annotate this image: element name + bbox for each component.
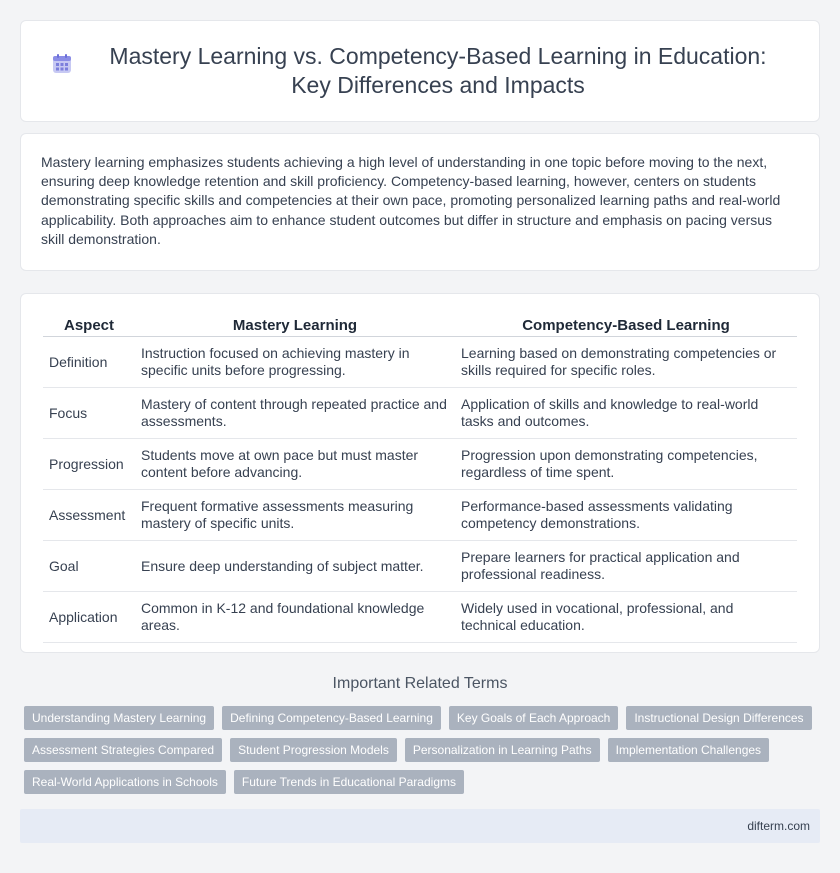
related-tags	[24, 706, 824, 794]
intro-paragraph: Mastery learning emphasizes students achieving a high level of understanding in one topic before moving to the next, ensuring deep knowledge retention and skill proficiency. Competency-based learning, however, centers on students demonstrating specific skills and competencies at their own pace, promoting personalized learning paths and real-world applicability. Both approaches aim to enhance student outcomes but differ in structure and emphasis on pacing versus skill demonstration.	[41, 154, 781, 247]
table-row	[43, 337, 797, 388]
tag-real-world-applications[interactable]: Real-World Applications in Schools	[24, 770, 226, 794]
table-header-row	[43, 310, 797, 337]
row-aspect: Focus	[43, 388, 135, 439]
row-competency: Prepare learners for practical application and professional readiness.	[455, 541, 797, 592]
table-row	[43, 541, 797, 592]
calendar-icon	[51, 53, 73, 75]
table-row	[43, 388, 797, 439]
row-mastery: Mastery of content through repeated practice and assessments.	[135, 388, 455, 439]
row-competency: Learning based on demonstrating competencies or skills required for specific roles.	[455, 337, 797, 388]
tag-student-progression[interactable]: Student Progression Models	[230, 738, 397, 762]
row-aspect: Application	[43, 592, 135, 643]
tag-implementation-challenges[interactable]: Implementation Challenges	[608, 738, 769, 762]
comparison-table-card	[20, 293, 820, 653]
row-aspect: Definition	[43, 337, 135, 388]
table-row	[43, 490, 797, 541]
row-competency: Progression upon demonstrating competencies, regardless of time spent.	[455, 439, 797, 490]
row-competency: Widely used in vocational, professional, and technical education.	[455, 592, 797, 643]
row-mastery: Students move at own pace but must master content before advancing.	[135, 439, 455, 490]
row-mastery: Common in K-12 and foundational knowledge areas.	[135, 592, 455, 643]
intro-card	[20, 133, 820, 271]
comparison-table	[43, 310, 797, 643]
related-terms-title: Important Related Terms	[332, 675, 508, 692]
table-row	[43, 439, 797, 490]
row-mastery: Ensure deep understanding of subject matter.	[135, 541, 455, 592]
tag-assessment-strategies[interactable]: Assessment Strategies Compared	[24, 738, 222, 762]
tag-instructional-design[interactable]: Instructional Design Differences	[626, 706, 811, 730]
page-title: Mastery Learning vs. Competency-Based Learning in Education: Key Differences and Impacts	[109, 43, 767, 98]
header-competency: Competency-Based Learning	[455, 310, 797, 337]
tag-personalization[interactable]: Personalization in Learning Paths	[405, 738, 600, 762]
header-card	[20, 20, 820, 122]
footer-site-link[interactable]: difterm.com	[747, 819, 810, 833]
table-row	[43, 592, 797, 643]
header-aspect: Aspect	[43, 310, 135, 337]
row-aspect: Progression	[43, 439, 135, 490]
tag-future-trends[interactable]: Future Trends in Educational Paradigms	[234, 770, 464, 794]
row-mastery: Instruction focused on achieving mastery in specific units before progressing.	[135, 337, 455, 388]
row-competency: Application of skills and knowledge to real-world tasks and outcomes.	[455, 388, 797, 439]
tag-understanding-mastery[interactable]: Understanding Mastery Learning	[24, 706, 214, 730]
row-aspect: Goal	[43, 541, 135, 592]
tag-defining-competency[interactable]: Defining Competency-Based Learning	[222, 706, 441, 730]
header-mastery: Mastery Learning	[135, 310, 455, 337]
tag-key-goals[interactable]: Key Goals of Each Approach	[449, 706, 618, 730]
row-competency: Performance-based assessments validating competency demonstrations.	[455, 490, 797, 541]
footer	[20, 809, 820, 843]
row-aspect: Assessment	[43, 490, 135, 541]
row-mastery: Frequent formative assessments measuring mastery of specific units.	[135, 490, 455, 541]
